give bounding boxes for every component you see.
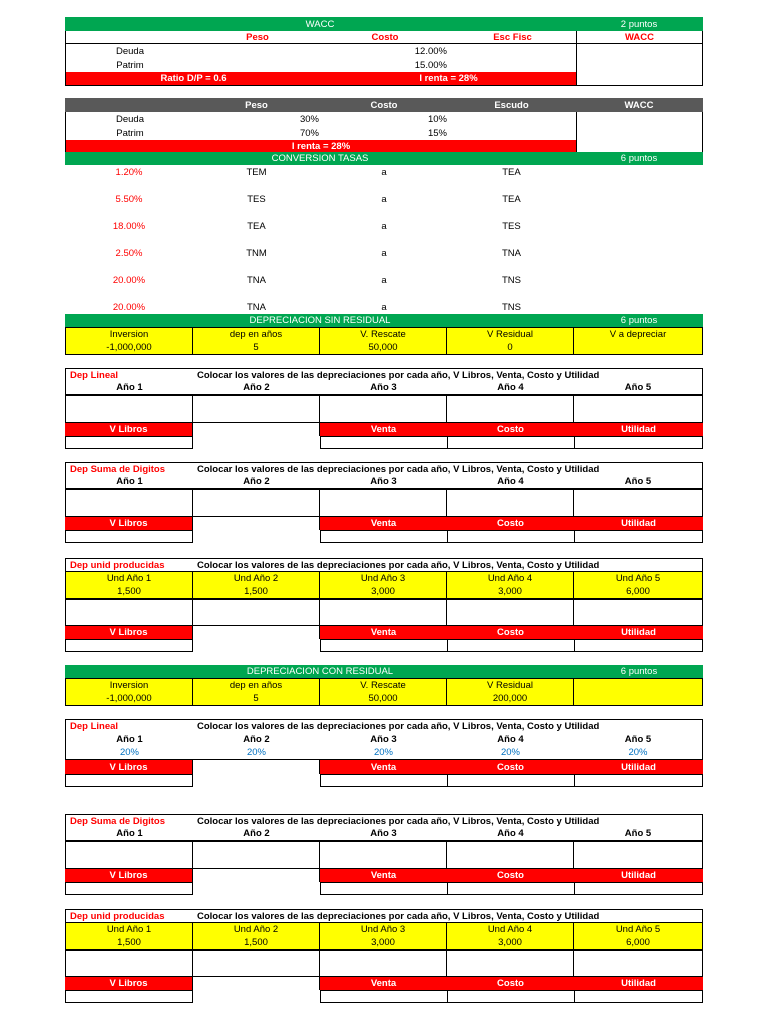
input-row [65, 599, 703, 626]
input-cell[interactable] [65, 950, 193, 977]
method-title-row [65, 462, 703, 475]
costo-label: Costo [447, 626, 574, 639]
input-cell[interactable] [573, 841, 703, 869]
v-libros-label: V Libros [65, 977, 192, 990]
venta-label: Venta [320, 869, 447, 882]
utilidad-label: Utilidad [574, 869, 703, 882]
year-4: Año 4 [497, 733, 524, 745]
col-inversion: Inversion [66, 679, 193, 692]
wacc2-row-deuda [65, 112, 703, 126]
dep-sin-title: DEPRECIACION SIN RESIDUAL [249, 315, 391, 326]
rate-to: TEA [502, 167, 521, 178]
input-cell[interactable] [319, 489, 447, 517]
dep-unid-block-2 [65, 909, 703, 1003]
instruction-text: Colocar los valores de las depreciaciones por cada año, V Libros, Venta, Costo y Utilidad [197, 559, 600, 571]
rate-to: TNS [502, 275, 521, 286]
v-libros-label: V Libros [65, 869, 192, 882]
und-value-2: 1,500 [193, 936, 320, 949]
dep-con-points: 6 puntos [620, 666, 658, 677]
wacc-result-cell[interactable] [576, 72, 702, 85]
input-cell[interactable] [573, 395, 703, 423]
dep-suma-block-2 [65, 814, 703, 895]
rate-from: TEA [247, 221, 266, 232]
costo-label: Costo [447, 517, 574, 530]
summary-input-row [65, 530, 703, 543]
und-year-3: Und Año 3 [320, 923, 447, 936]
costo-label: Costo [447, 869, 574, 882]
conversion-row [65, 193, 703, 206]
col-escudo: Escudo [494, 99, 529, 111]
conversion-row [65, 274, 703, 287]
year-2: Año 2 [243, 733, 270, 745]
pct-year-1: 20% [119, 747, 139, 758]
und-value-1: 1,500 [66, 585, 193, 598]
wacc-header-row [65, 31, 703, 44]
und-values-row [65, 585, 703, 599]
utilidad-input[interactable] [574, 639, 703, 652]
rate-answer[interactable] [575, 301, 703, 314]
rate-answer[interactable] [575, 193, 703, 206]
costo-value: 12.00% [414, 45, 447, 57]
summary-label-row [65, 517, 703, 530]
und-value-1: 1,500 [66, 936, 193, 949]
rate-answer[interactable] [575, 166, 703, 179]
year-5: Año 5 [624, 828, 652, 839]
input-row [65, 841, 703, 869]
venta-label: Venta [320, 977, 447, 990]
input-cell[interactable] [573, 599, 703, 626]
costo-value: 15.00% [414, 59, 447, 71]
venta-label: Venta [320, 760, 447, 774]
method-title: Dep unid producidas [70, 910, 165, 922]
rate-from: TNA [247, 302, 266, 313]
year-1: Año 1 [116, 382, 143, 393]
row-label: Deuda [116, 113, 144, 125]
year-1: Año 1 [116, 476, 143, 487]
dep-sin-header-row [65, 327, 703, 341]
instruction-text: Colocar los valores de las depreciaciones por cada año, V Libros, Venta, Costo y Utilidad [197, 369, 600, 381]
inversion-value: -1,000,000 [66, 692, 193, 705]
col-wacc: WACC [576, 31, 702, 43]
year-5: Año 5 [624, 476, 652, 487]
und-value-3: 3,000 [320, 585, 447, 598]
col-residual: V Residual [447, 679, 574, 692]
years-header-row [65, 732, 703, 746]
pct-year-3: 20% [373, 747, 393, 758]
instruction-text: Colocar los valores de las depreciaciones por cada año, V Libros, Venta, Costo y Utilidad [197, 910, 600, 922]
rate-a: a [381, 302, 387, 313]
peso-value: 30% [299, 113, 319, 125]
conversion-title: CONVERSION TASAS [271, 153, 369, 164]
method-title-row [65, 558, 703, 571]
wacc-result-cell[interactable] [576, 58, 702, 72]
rate-value: 20.00% [112, 302, 146, 313]
summary-label-row [65, 760, 703, 774]
dep-anos-value: 5 [193, 341, 320, 354]
dep-sin-residual-section [65, 314, 703, 355]
conversion-section [65, 152, 703, 165]
summary-input-row [65, 990, 703, 1003]
wacc-section-1 [65, 17, 703, 86]
year-2: Año 2 [243, 382, 270, 393]
und-value-5: 6,000 [626, 937, 650, 948]
v-libros-input[interactable] [65, 639, 193, 652]
v-libros-label: V Libros [65, 423, 192, 436]
method-title: Dep Lineal [70, 720, 119, 732]
utilidad-label: Utilidad [574, 423, 703, 436]
method-title-row [65, 814, 703, 827]
dep-sin-points: 6 puntos [620, 315, 658, 326]
rate-answer[interactable] [575, 247, 703, 260]
v-libros-input[interactable] [65, 990, 193, 1003]
dep-con-values-row [65, 692, 703, 706]
rate-from: TES [247, 194, 266, 205]
rate-value: 20.00% [112, 275, 146, 286]
input-cell[interactable] [446, 950, 574, 977]
v-libros-label: V Libros [65, 760, 192, 774]
conversion-points: 6 puntos [620, 153, 658, 164]
instruction-text: Colocar los valores de las depreciaciones por cada año, V Libros, Venta, Costo y Utilidad [197, 720, 600, 732]
dep-suma-block-1 [65, 462, 703, 543]
year-4: Año 4 [497, 476, 524, 487]
year-3: Año 3 [370, 382, 397, 393]
input-cell[interactable] [319, 950, 447, 977]
und-value-3: 3,000 [320, 936, 447, 949]
year-3: Año 3 [370, 476, 397, 487]
dep-con-title-bar [65, 665, 703, 678]
utilidad-input[interactable] [574, 882, 703, 895]
pct-year-2: 20% [246, 747, 266, 758]
col-dep-anos: dep en años [193, 328, 320, 341]
peso-value: 70% [299, 127, 319, 139]
utilidad-input[interactable] [574, 990, 703, 1003]
input-cell[interactable] [65, 841, 193, 869]
summary-label-row [65, 869, 703, 882]
col-depreciar: V a depreciar [609, 329, 667, 340]
col-wacc: WACC [624, 99, 654, 111]
empty-input[interactable] [574, 692, 702, 705]
row-label: Patrim [116, 59, 144, 71]
v-libros-input[interactable] [65, 774, 193, 787]
rate-value: 5.50% [115, 194, 143, 205]
years-header-row [65, 381, 703, 395]
summary-input-row [65, 882, 703, 895]
year-1: Año 1 [116, 733, 143, 745]
input-cell[interactable] [65, 395, 193, 423]
wacc-result-cell[interactable] [576, 44, 702, 58]
years-header-row [65, 475, 703, 489]
col-peso: Peso [245, 99, 268, 111]
col-inversion: Inversion [66, 328, 193, 341]
dep-sin-values-row [65, 341, 703, 355]
costo-input[interactable] [447, 530, 575, 543]
method-title: Dep Lineal [70, 369, 119, 381]
costo-input[interactable] [447, 990, 575, 1003]
und-year-5: Und Año 5 [615, 573, 661, 584]
v-libros-label: V Libros [65, 517, 192, 530]
summary-input-row [65, 436, 703, 449]
v-libros-input[interactable] [65, 436, 193, 449]
und-values-row [65, 936, 703, 950]
costo-input[interactable] [447, 774, 575, 787]
wacc-section-2 [65, 98, 703, 153]
und-header-row [65, 922, 703, 936]
method-title: Dep unid producidas [70, 559, 165, 571]
method-title: Dep Suma de Digitos [70, 463, 166, 475]
year-4: Año 4 [497, 382, 524, 393]
input-cell[interactable] [192, 395, 320, 423]
pct-year-4: 20% [500, 747, 520, 758]
wacc-row-deuda [65, 44, 703, 58]
input-cell[interactable] [192, 950, 320, 977]
pct-year-5: 20% [628, 747, 648, 758]
row-label: Deuda [116, 45, 144, 57]
venta-input[interactable] [320, 774, 448, 787]
col-dep-anos: dep en años [193, 679, 320, 692]
rate-answer[interactable] [575, 220, 703, 233]
costo-input[interactable] [447, 639, 575, 652]
col-costo: Costo [371, 31, 399, 43]
method-title-row [65, 368, 703, 381]
wacc-result-cell[interactable] [576, 112, 702, 126]
venta-input[interactable] [320, 882, 448, 895]
method-title-row [65, 909, 703, 922]
costo-label: Costo [447, 977, 574, 990]
year-3: Año 3 [370, 733, 397, 745]
und-year-3: Und Año 3 [320, 572, 447, 585]
col-costo: Costo [370, 99, 398, 111]
year-2: Año 2 [243, 476, 270, 487]
und-year-4: Und Año 4 [447, 572, 574, 585]
year-5: Año 5 [624, 382, 652, 393]
summary-label-row [65, 423, 703, 436]
rate-from: TNA [247, 275, 266, 286]
rate-to: TNS [502, 302, 521, 313]
input-cell[interactable] [319, 395, 447, 423]
costo-value: 10% [427, 113, 447, 125]
year-3: Año 3 [370, 828, 397, 839]
conversion-title-bar [65, 152, 703, 165]
und-year-2: Und Año 2 [193, 572, 320, 585]
und-value-4: 3,000 [447, 936, 574, 949]
utilidad-label: Utilidad [574, 626, 703, 639]
dep-con-header-row [65, 678, 703, 692]
conversion-row [65, 247, 703, 260]
und-value-4: 3,000 [447, 585, 574, 598]
input-cell[interactable] [446, 395, 574, 423]
costo-input[interactable] [447, 882, 575, 895]
venta-input[interactable] [320, 990, 448, 1003]
input-cell[interactable] [319, 841, 447, 869]
utilidad-label: Utilidad [574, 760, 703, 774]
col-peso: Peso [246, 31, 269, 43]
wacc-footer-row [65, 72, 703, 86]
renta-label: I renta = 28% [66, 140, 576, 153]
input-row [65, 950, 703, 977]
col-esc-fisc: Esc Fisc [493, 31, 532, 43]
residual-value: 0 [447, 341, 574, 354]
residual-value: 200,000 [447, 692, 574, 705]
conversion-row [65, 220, 703, 233]
col-empty [574, 679, 702, 692]
v-libros-input[interactable] [65, 530, 193, 543]
input-cell[interactable] [319, 599, 447, 626]
rate-to: TNA [502, 248, 521, 259]
summary-label-row [65, 626, 703, 639]
v-libros-input[interactable] [65, 882, 193, 895]
und-value-2: 1,500 [193, 585, 320, 598]
dep-con-title: DEPRECIACION CON RESIDUAL [246, 666, 394, 677]
rate-a: a [381, 194, 387, 205]
costo-input[interactable] [447, 436, 575, 449]
dep-sin-title-bar [65, 314, 703, 327]
dep-unid-block-1 [65, 558, 703, 652]
venta-input[interactable] [320, 639, 448, 652]
und-value-5: 6,000 [626, 586, 650, 597]
rescate-value: 50,000 [320, 692, 447, 705]
und-year-2: Und Año 2 [193, 923, 320, 936]
year-4: Año 4 [497, 828, 524, 839]
conversion-row [65, 166, 703, 179]
rescate-value: 50,000 [320, 341, 447, 354]
pct-row [65, 746, 703, 760]
utilidad-label: Utilidad [574, 977, 703, 990]
rate-a: a [381, 167, 387, 178]
wacc2-row-patrim [65, 126, 703, 140]
und-year-1: Und Año 1 [66, 923, 193, 936]
wacc2-header-row [65, 98, 703, 112]
rate-value: 2.50% [115, 248, 143, 259]
depreciar-value[interactable] [574, 341, 702, 354]
summary-input-row [65, 639, 703, 652]
row-label: Patrim [116, 127, 144, 139]
input-row [65, 395, 703, 423]
rate-a: a [381, 221, 387, 232]
rate-from: TNM [246, 248, 267, 259]
venta-label: Venta [320, 517, 447, 530]
col-rescate: V. Rescate [320, 328, 447, 341]
wacc-row-patrim [65, 58, 703, 72]
rate-answer[interactable] [575, 274, 703, 287]
method-title: Dep Suma de Digitos [70, 815, 166, 827]
und-header-row [65, 571, 703, 585]
input-cell[interactable] [446, 841, 574, 869]
input-cell[interactable] [65, 599, 193, 626]
instruction-text: Colocar los valores de las depreciaciones por cada año, V Libros, Venta, Costo y Utilidad [197, 463, 600, 475]
col-rescate: V. Rescate [320, 679, 447, 692]
v-libros-label: V Libros [65, 626, 192, 639]
input-cell[interactable] [192, 599, 320, 626]
dep-lineal-block-1 [65, 368, 703, 449]
input-cell[interactable] [192, 489, 320, 517]
utilidad-input[interactable] [574, 530, 703, 543]
conversion-row [65, 301, 703, 314]
input-cell[interactable] [192, 841, 320, 869]
method-title-row [65, 719, 703, 732]
costo-label: Costo [447, 760, 574, 774]
costo-label: Costo [447, 423, 574, 436]
inversion-value: -1,000,000 [66, 341, 193, 354]
summary-label-row [65, 977, 703, 990]
col-residual: V Residual [447, 328, 574, 341]
year-2: Año 2 [243, 828, 270, 839]
venta-label: Venta [320, 423, 447, 436]
summary-input-row [65, 774, 703, 787]
und-year-4: Und Año 4 [447, 923, 574, 936]
renta-label: I renta = 28% [321, 72, 576, 85]
costo-value: 15% [427, 127, 447, 139]
rate-to: TES [502, 221, 521, 232]
wacc-points: 2 puntos [620, 18, 658, 30]
input-cell[interactable] [573, 950, 703, 977]
wacc-result-cell[interactable] [576, 126, 702, 140]
year-1: Año 1 [116, 828, 143, 839]
dep-con-residual-section [65, 665, 703, 706]
ratio-label: Ratio D/P = 0.6 [66, 72, 321, 85]
utilidad-input[interactable] [574, 436, 703, 449]
venta-label: Venta [320, 626, 447, 639]
dep-anos-value: 5 [193, 692, 320, 705]
wacc-title-bar [65, 17, 703, 31]
input-cell[interactable] [65, 489, 193, 517]
input-row [65, 489, 703, 517]
dep-lineal-block-2 [65, 719, 703, 787]
years-header-row [65, 827, 703, 841]
venta-input[interactable] [320, 530, 448, 543]
instruction-text: Colocar los valores de las depreciaciones por cada año, V Libros, Venta, Costo y Utilidad [197, 815, 600, 827]
rate-value: 18.00% [112, 221, 146, 232]
year-5: Año 5 [624, 733, 652, 745]
input-cell[interactable] [573, 489, 703, 517]
rate-a: a [381, 275, 387, 286]
rate-value: 1.20% [115, 167, 143, 178]
rate-to: TEA [502, 194, 521, 205]
utilidad-input[interactable] [574, 774, 703, 787]
input-cell[interactable] [446, 489, 574, 517]
und-year-1: Und Año 1 [66, 572, 193, 585]
utilidad-label: Utilidad [574, 517, 703, 530]
venta-input[interactable] [320, 436, 448, 449]
rate-from: TEM [246, 167, 267, 178]
und-year-5: Und Año 5 [615, 924, 661, 935]
input-cell[interactable] [446, 599, 574, 626]
wacc-title: WACC [305, 18, 335, 30]
rate-a: a [381, 248, 387, 259]
